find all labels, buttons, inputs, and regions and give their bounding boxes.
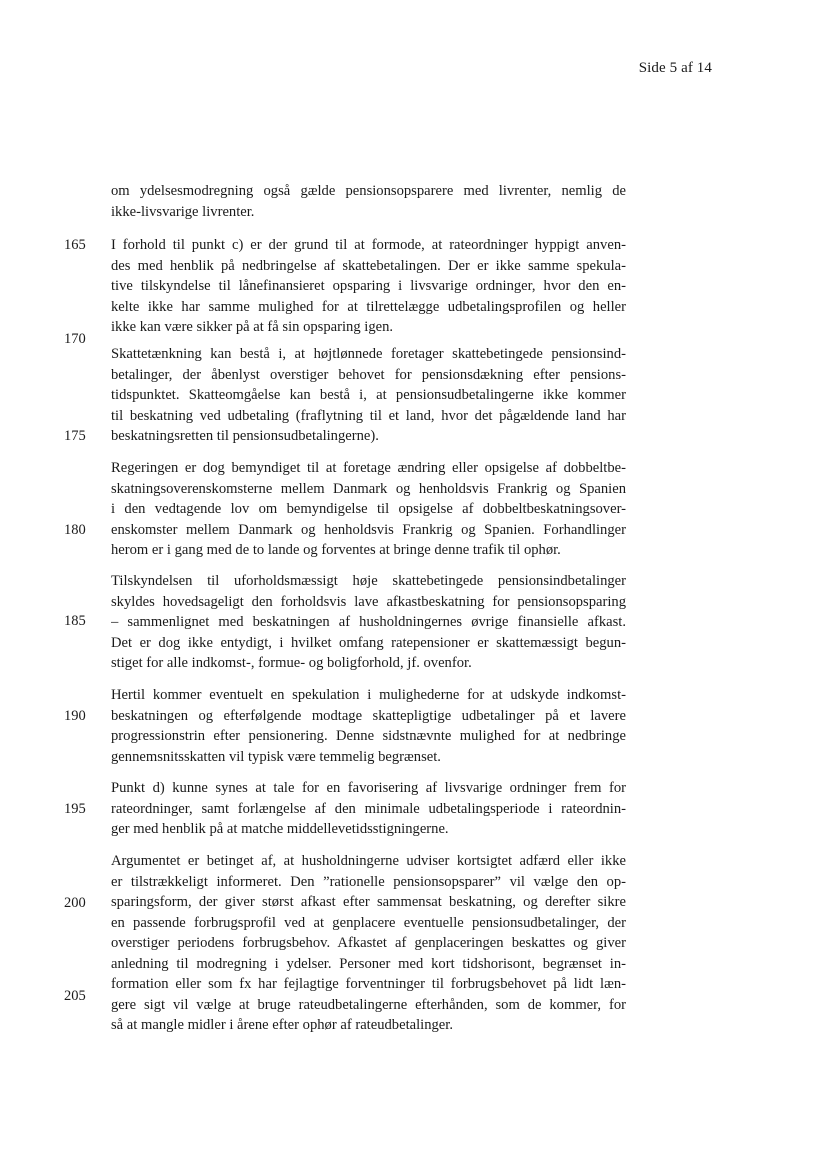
line-number: 170 [64, 331, 86, 347]
text-line: gere sigt vil vælge at bruge rateudbetalingerne efterhånden, som de kommer, for [111, 996, 626, 1013]
text-line: betalinger, der åbenlyst overstiger behovet for pensionsdækning efter pensions- [111, 366, 626, 383]
text-line: gennemsnitsskatten vil typisk være temmelig begrænset. [111, 748, 441, 765]
text-line: – sammenlignet med beskatningen af husholdningernes øvrige finansielle afkast. [111, 614, 626, 630]
text-line: ger med henblik på at matche middellevetidsstigningerne. [111, 821, 449, 837]
paragraph-regeringen [111, 458, 626, 561]
paragraph-argumentet [111, 851, 626, 1036]
text-line: beskatningsretten til pensionsudbetalingerne). [111, 428, 379, 444]
text-line: stiget for alle indkomst-, formue- og boligforhold, jf. ovenfor. [111, 655, 472, 671]
text-line: skyldes hovedsageligt den forholdsvis lave afkastbeskatning for pensionsopsparing [111, 593, 626, 610]
line-number: 205 [64, 988, 86, 1004]
text-line: progressionstrin efter pensionering. Denne sidstnævnte mulighed for at nedbringe [111, 728, 626, 744]
text-line: Det er dog ikke entydigt, i hvilket omfang ratepensioner er skattemæssigt begun- [111, 634, 626, 651]
line-number: 190 [64, 708, 86, 724]
paragraph-tilskyndelsen [111, 571, 626, 674]
text-line: ikke kan være sikker på at få sin opsparing igen. [111, 319, 394, 335]
text-line: rateordninger, samt forlængelse af den minimale udbetalingsperiode i rateordnin- [111, 800, 626, 817]
text-line: tidspunktet. Skatteomgåelse kan bestå i, at pensionsudbetalingerne ikke kommer [111, 387, 626, 403]
line-number: 180 [64, 522, 86, 538]
paragraph-hertil [111, 685, 626, 767]
text-line: formation eller som fx har fejlagtige forventninger til forbrugsbehovet på lidt læn- [111, 976, 626, 992]
text-line: om ydelsesmodregning også gælde pensionsopsparere med livrenter, nemlig de [111, 183, 626, 199]
text-line: ikke-livsvarige livrenter. [111, 203, 255, 220]
text-line: Argumentet er betinget af, at husholdningerne udviser kortsigtet adfærd eller ikke [111, 853, 626, 869]
line-number: 200 [64, 895, 86, 911]
text-line: overstiger periodens forbrugsbehov. Afkastet af genplaceringen beskattes og giver [111, 935, 626, 951]
text-line: Hertil kommer eventuelt en spekulation i mulighederne for at udskyde indkomst- [111, 687, 626, 703]
page-number: Side 5 af 14 [638, 60, 712, 76]
paragraph-punkt-c [111, 235, 626, 338]
line-number: 185 [64, 613, 86, 629]
text-line: I forhold til punkt c) er der grund til at formode, at rateordninger hyppigt anven- [111, 237, 626, 253]
text-line: så at mangle midler i årene efter ophør af rateudbetalinger. [111, 1017, 453, 1033]
text-line: kelte ikke har samme mulighed for at tilrettelægge udbetalingsprofilen og heller [111, 298, 626, 315]
text-line: beskatningen og efterfølgende modtage skattepligtige udbetalinger på et lavere [111, 707, 626, 724]
text-line: sparingsform, der giver størst afkast efter sammensat beskatning, og derefter sikre [111, 894, 626, 910]
text-line: til beskatning ved udbetaling (fraflytning til et land, hvor det pågældende land har [111, 407, 626, 424]
paragraph-skattetaenkning [111, 344, 626, 447]
text-line: des med henblik på nedbringelse af skattebetalingen. Der er ikke samme spekula- [111, 257, 626, 274]
line-number: 165 [64, 237, 86, 253]
text-line: en passende forbrugsprofil ved at genplacere eventuelle pensionsudbetalinger, der [111, 914, 626, 931]
text-line: Punkt d) kunne synes at tale for en favorisering af livsvarige ordninger frem for [111, 780, 626, 796]
text-line: skatningsoverenskomsterne mellem Danmark og henholdsvis Frankrig og Spanien [111, 480, 626, 497]
text-line: er tilstrækkeligt informeret. Den ”rationelle pensionsopsparer” vil vælge den op- [111, 873, 626, 890]
text-line: herom er i gang med de to lande og forventes at bringe denne trafik til ophør. [111, 542, 561, 558]
text-line: tive tilskyndelse til lånefinansieret opsparing i livsvarige ordninger, hvor den en- [111, 278, 626, 294]
text-line: anledning til modregning i ydelser. Personer med kort tidshorisont, begrænset in- [111, 955, 626, 972]
text-line: Skattetænkning kan bestå i, at højtlønnede foretager skattebetingede pensionsind- [111, 346, 626, 362]
paragraph-ydelsesmodregning [111, 181, 626, 222]
text-line: enskomster mellem Danmark og henholdsvis Frankrig og Spanien. Forhandlinger [111, 521, 626, 538]
line-number: 175 [64, 428, 86, 444]
text-line: i den vedtagende lov om bemyndigelse til opsigelse af dobbeltbeskatningsover- [111, 501, 626, 517]
line-number: 195 [64, 801, 86, 817]
paragraph-punkt-d [111, 778, 626, 840]
text-line: Tilskyndelsen til uforholdsmæssigt høje skattebetingede pensionsindbetalinger [111, 573, 626, 589]
text-line: Regeringen er dog bemyndiget til at foretage ændring eller opsigelse af dobbeltbe- [111, 460, 626, 476]
